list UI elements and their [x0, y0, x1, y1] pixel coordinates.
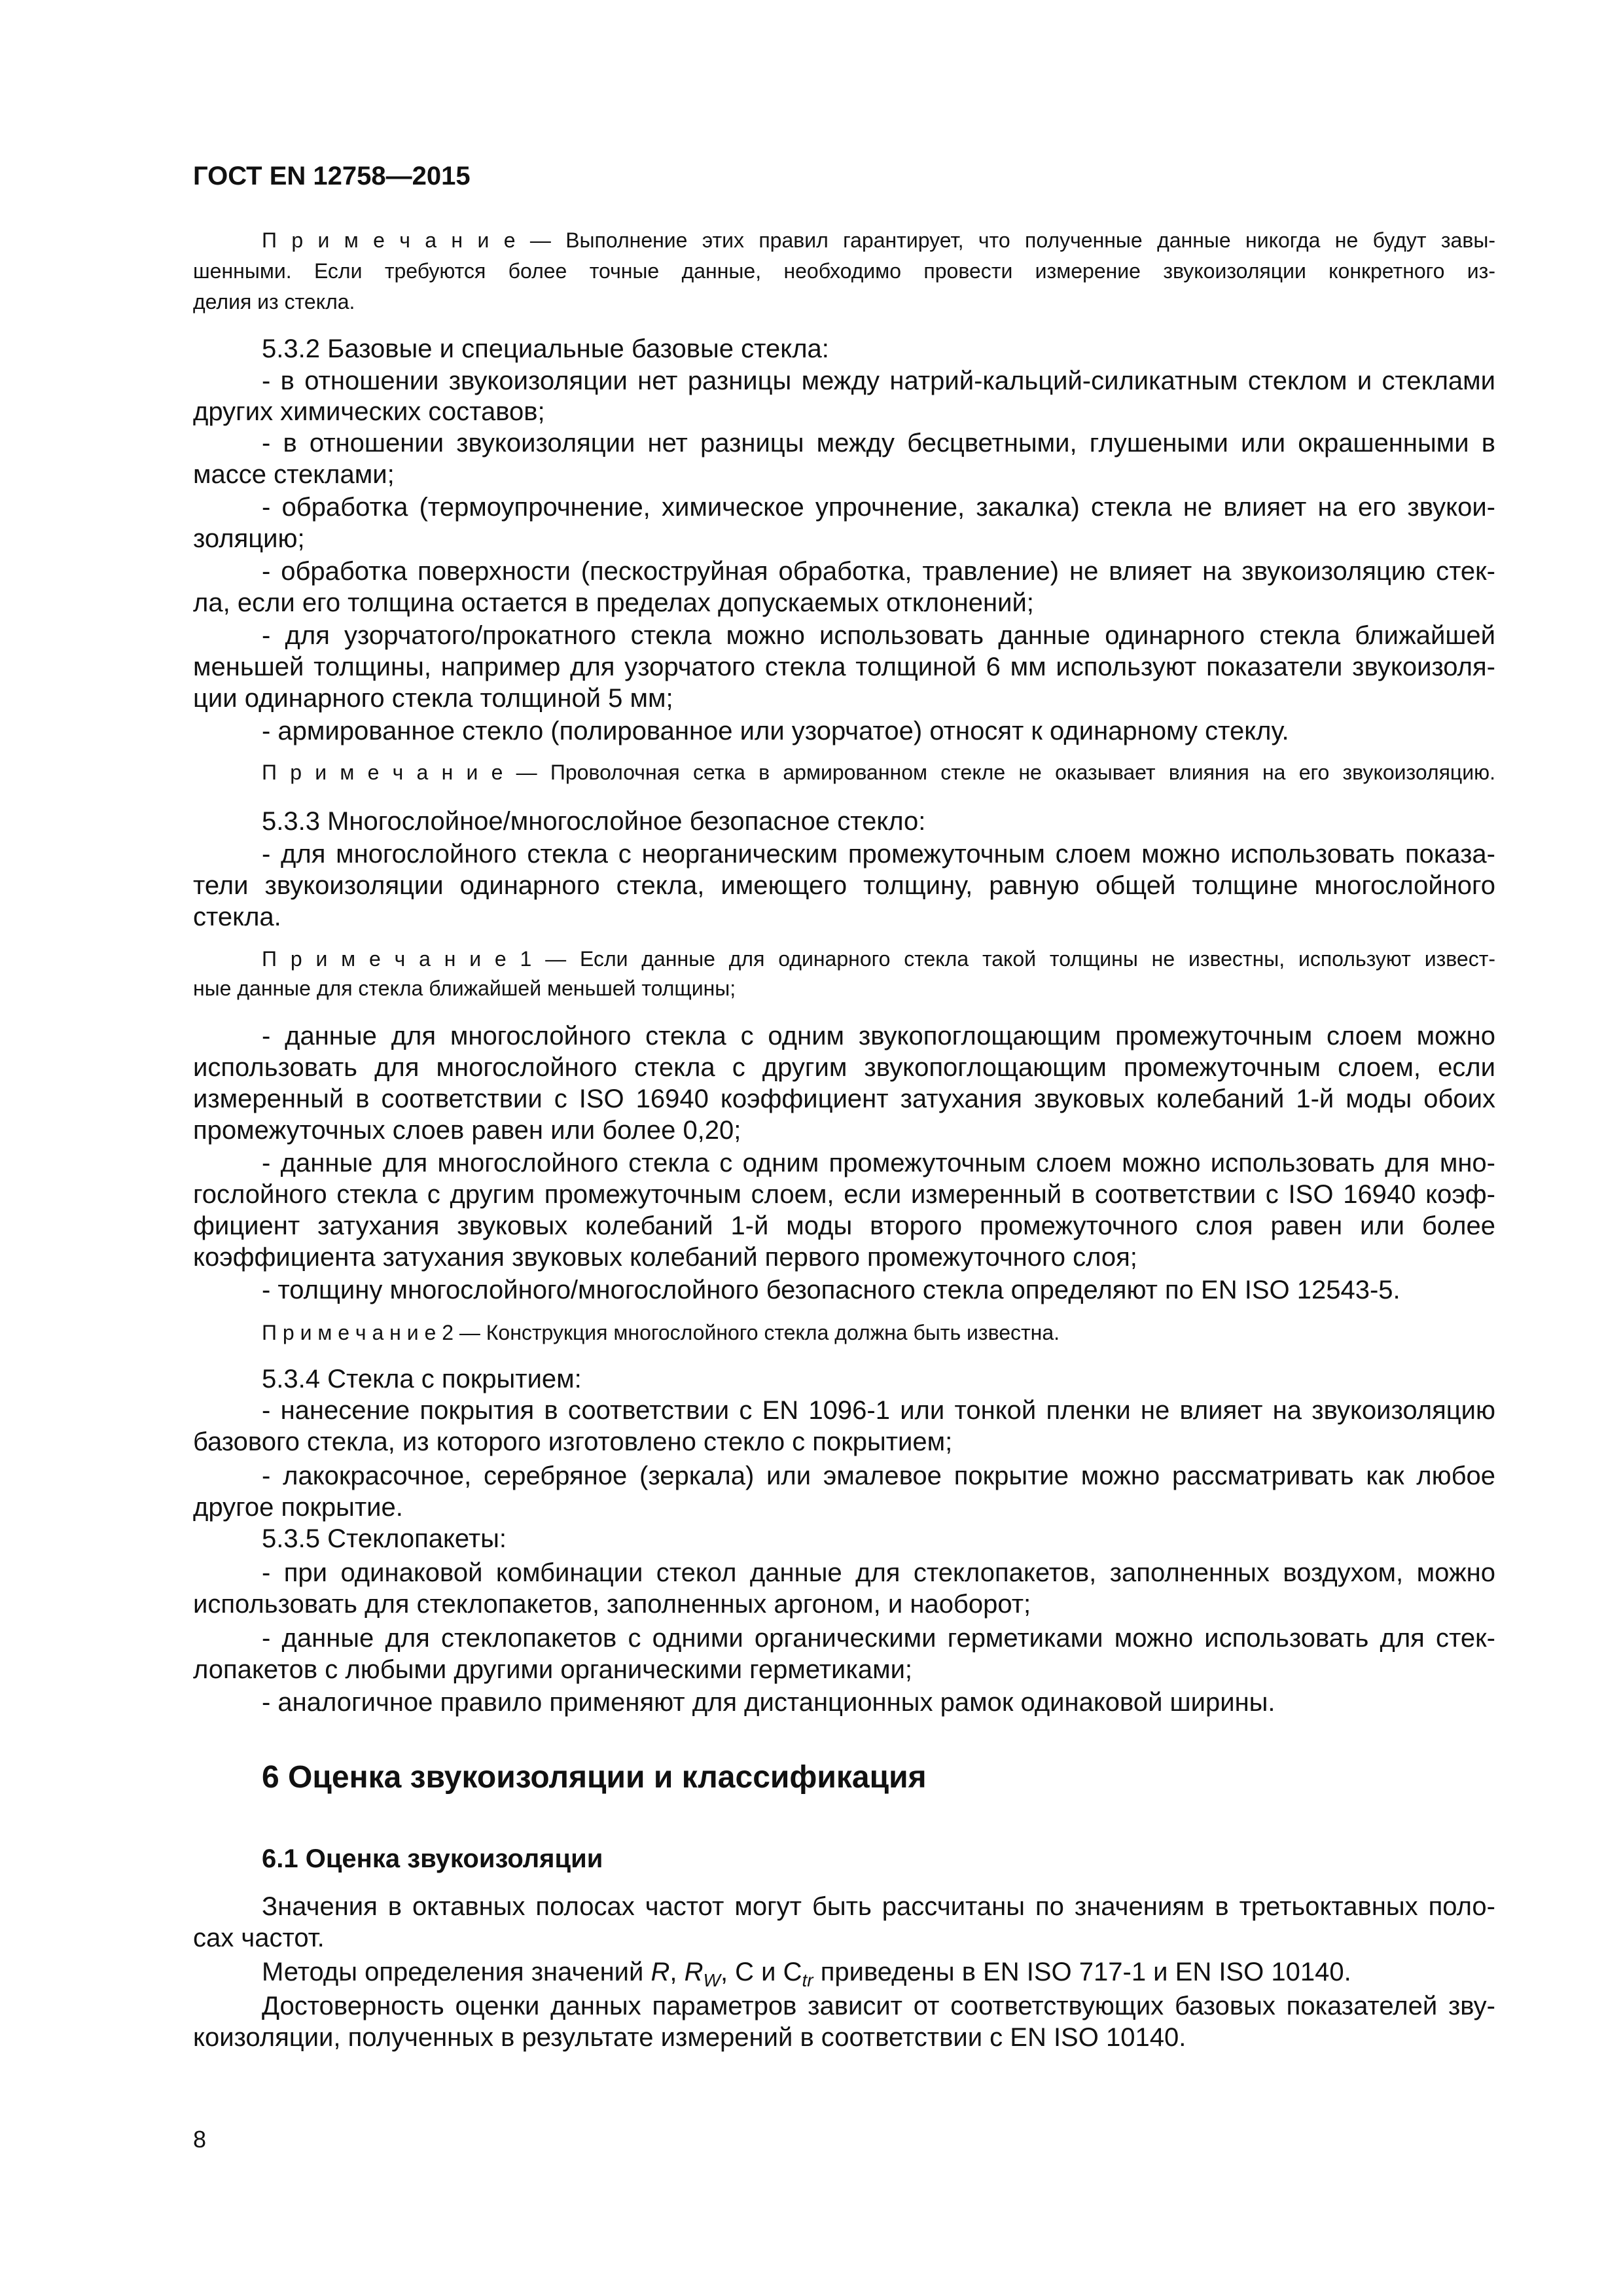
paragraph-line: - данные для многослойного стекла с одним звукопоглощающим промежуточным слоем можно: [262, 1022, 1495, 1050]
note-line: П р и м е ч а н и е 2 — Конструкция многослойного стекла должна быть известна.: [262, 1321, 1060, 1344]
paragraph-line: сах частот.: [193, 1924, 325, 1952]
paragraph-line: - аналогичное правило применяют для дистанционных рамок одинаковой ширины.: [262, 1688, 1275, 1717]
paragraph-line: фициент затухания звуковых колебаний 1-й моды второго промежуточного слоя равен или более: [193, 1211, 1495, 1240]
paragraph-line: коэффициента затухания звуковых колебаний первого промежуточного слоя;: [193, 1243, 1137, 1272]
paragraph-line: - в отношении звукоизоляции нет разницы между натрий-кальций-силикатным стеклом и стеклами: [262, 367, 1495, 395]
paragraph-line: стекла.: [193, 903, 281, 931]
paragraph-line: тели звукоизоляции одинарного стекла, имеющего толщину, равную общей толщине многослойного: [193, 871, 1495, 900]
paragraph-line: Достоверность оценки данных параметров зависит от соответствующих базовых показателей зву-: [262, 1992, 1495, 2020]
paragraph-line: - при одинаковой комбинации стекол данные для стеклопакетов, заполненных воздухом, можно: [262, 1558, 1495, 1587]
paragraph-line: использовать для стеклопакетов, заполненных аргоном, и наоборот;: [193, 1590, 1031, 1619]
note-line: [262, 227, 1495, 253]
paragraph-line: использовать для многослойного стекла с другим звукопоглощающим промежуточным слоем, если: [193, 1053, 1495, 1082]
paragraph-line: меньшей толщины, например для узорчатого стекла толщиной 6 мм используют показатели звукоизоля-: [193, 653, 1495, 681]
paragraph-line: других химических составов;: [193, 397, 545, 426]
symbol-Ctr-sub: tr: [802, 1970, 813, 1990]
paragraph-line: коизоляции, полученных в результате измерений в соответствии с EN ISO 10140.: [193, 2023, 1186, 2052]
formula-text-pre: Методы определения значений: [262, 1958, 651, 1986]
paragraph-line: - толщину многослойного/многослойного безопасного стекла определяют по EN ISO 12543-5.: [262, 1276, 1400, 1304]
paragraph-line: - данные для стеклопакетов с одними органическими герметиками можно использовать для стек-: [262, 1624, 1495, 1653]
paragraph-line: ции одинарного стекла толщиной 5 мм;: [193, 684, 673, 713]
clause-5-3-5-title: 5.3.5 Стеклопакеты:: [262, 1524, 507, 1553]
page-number: 8: [193, 2126, 207, 2153]
clause-5-3-4-title: 5.3.4 Стекла с покрытием:: [262, 1365, 582, 1393]
note-line: П р и м е ч а н и е — Проволочная сетка в армированном стекле не оказывает влияния на его звукоизоляцию.: [262, 761, 1495, 784]
symbol-Rw: [684, 1958, 721, 1990]
note-line: шенными. Если требуются более точные данные, необходимо провести измерение звукоизоляции конкретного из-: [193, 259, 1495, 283]
note-line: ные данные для стекла ближайшей меньшей толщины;: [193, 977, 736, 1000]
symbol-Rw-base: R: [684, 1958, 704, 1986]
note-line: П р и м е ч а н и е 1 — Если данные для одинарного стекла такой толщины не известны, используют извест-: [262, 947, 1495, 971]
section-6-1-heading: 6.1 Оценка звукоизоляции: [262, 1844, 603, 1873]
section-6-heading: 6 Оценка звукоизоляции и классификация: [262, 1760, 927, 1795]
paragraph-line: массе стеклами;: [193, 460, 395, 489]
paragraph-line: Значения в октавных полосах частот могут быть рассчитаны по значениям в третьоктавных поло-: [262, 1892, 1495, 1921]
paragraph-line: золяцию;: [193, 524, 305, 553]
paragraph-line: - нанесение покрытия в соответствии с EN 1096-1 или тонкой пленки не влияет на звукоизоляцию: [262, 1396, 1495, 1425]
paragraph-line: - для узорчатого/прокатного стекла можно использовать данные одинарного стекла ближайшей: [262, 621, 1495, 650]
paragraph-line: лопакетов с любыми другими органическими герметиками;: [193, 1655, 913, 1684]
paragraph-line: промежуточных слоев равен или более 0,20;: [193, 1116, 741, 1145]
note-text: П р и м е ч а н и е — Выполнение этих правил гарантирует, что полученные данные никогда не будут завы-: [262, 228, 1495, 252]
paragraph-line: другое покрытие.: [193, 1493, 403, 1522]
paragraph-line: - обработка поверхности (пескоструйная обработка, травление) не влияет на звукоизоляцию стек-: [262, 557, 1495, 586]
formula-text-post: приведены в EN ISO 717-1 и EN ISO 10140.: [813, 1958, 1351, 1986]
document-header: ГОСТ EN 12758—2015: [193, 162, 471, 190]
paragraph-line: - обработка (термоупрочнение, химическое упрочнение, закалка) стекла не влияет на его звукои-: [262, 493, 1495, 522]
paragraph-line: - для многослойного стекла с неорганическим промежуточным слоем можно использовать показа-: [262, 840, 1495, 869]
paragraph-line: - лакокрасочное, серебряное (зеркала) или эмалевое покрытие можно рассматривать как любое: [262, 1462, 1495, 1490]
formula-comma: ,: [669, 1958, 685, 1986]
formula-text-c: , C и C: [720, 1958, 802, 1986]
paragraph-line: - данные для многослойного стекла с одним промежуточным слоем можно использовать для мно-: [262, 1149, 1495, 1177]
paragraph-line: базового стекла, из которого изготовлено стекло с покрытием;: [193, 1427, 953, 1456]
paragraph-line: гослойного стекла с другим промежуточным слоем, если измеренный в соответствии с ISO 16940 коэф-: [193, 1180, 1495, 1209]
clause-5-3-2-title: 5.3.2 Базовые и специальные базовые стекла:: [262, 334, 829, 363]
note-line: делия из стекла.: [193, 290, 355, 314]
clause-5-3-3-title: 5.3.3 Многослойное/многослойное безопасное стекло:: [262, 807, 926, 836]
symbol-Rw-sub: W: [703, 1970, 721, 1990]
symbol-R: R: [651, 1958, 670, 1986]
paragraph-line: - в отношении звукоизоляции нет разницы между бесцветными, глушеными или окрашенными в: [262, 429, 1495, 457]
paragraph-line: - армированное стекло (полированное или узорчатое) относят к одинарному стеклу.: [262, 717, 1289, 745]
paragraph-line: измеренный в соответствии с ISO 16940 коэффициент затухания звуковых колебаний 1-й моды обоих: [193, 1085, 1495, 1113]
paragraph-line: ла, если его толщина остается в пределах допускаемых отклонений;: [193, 588, 1034, 617]
